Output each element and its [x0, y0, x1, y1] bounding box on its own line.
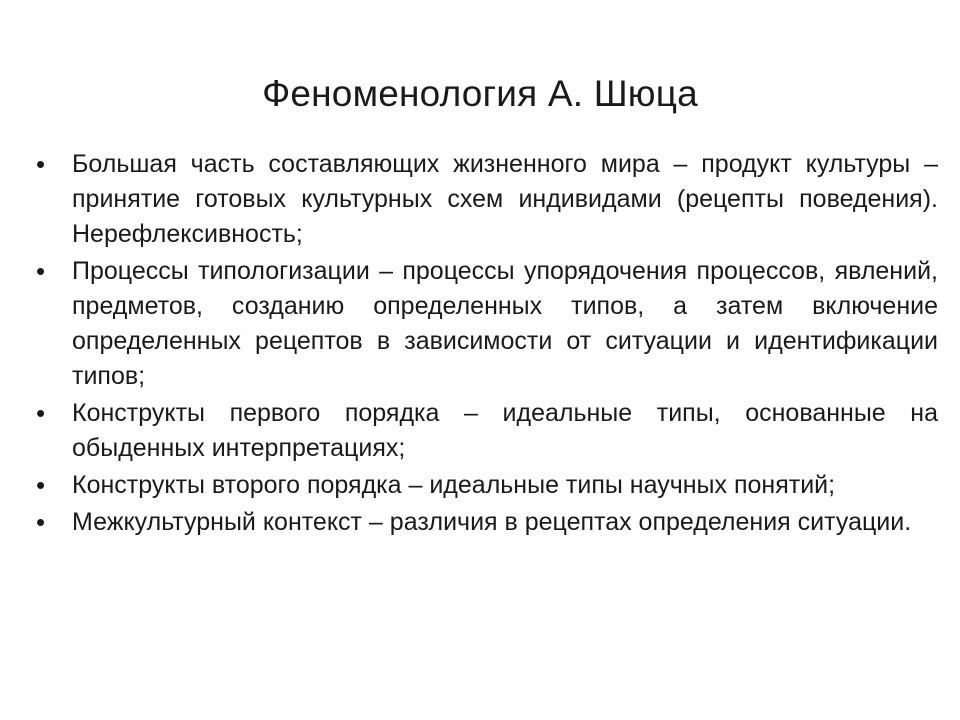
bullet-icon: • — [36, 507, 46, 537]
bullet-list — [36, 147, 938, 542]
bullet-icon: • — [36, 149, 46, 179]
bullet-item — [36, 505, 938, 540]
bullet-text: Конструкты второго порядка – идеальные типы научных понятий; — [72, 471, 836, 499]
bullet-text: Процессы типологизации – процессы упорядочения процессов, явлений, предметов, созданию определенных типов, а затем включение определенных рецептов в зависимости от ситуации и идентификации типов; — [72, 257, 938, 390]
slide-title: Феноменология А. Шюца — [262, 73, 698, 114]
bullet-text: Межкультурный контекст – различия в рецептах определения ситуации. — [72, 508, 912, 536]
bullet-icon: • — [36, 398, 46, 428]
bullet-icon: • — [36, 256, 46, 286]
bullet-text: Конструкты первого порядка – идеальные типы, основанные на обыденных интерпретациях; — [72, 399, 938, 462]
bullet-item — [36, 254, 938, 394]
bullet-item — [36, 468, 938, 503]
bullet-item — [36, 396, 938, 466]
bullet-text: Большая часть составляющих жизненного мира – продукт культуры – принятие готовых культурных схем индивидами (рецепты поведения). Нерефлексивность; — [72, 150, 938, 248]
bullet-icon: • — [36, 470, 46, 500]
bullet-item — [36, 147, 938, 252]
